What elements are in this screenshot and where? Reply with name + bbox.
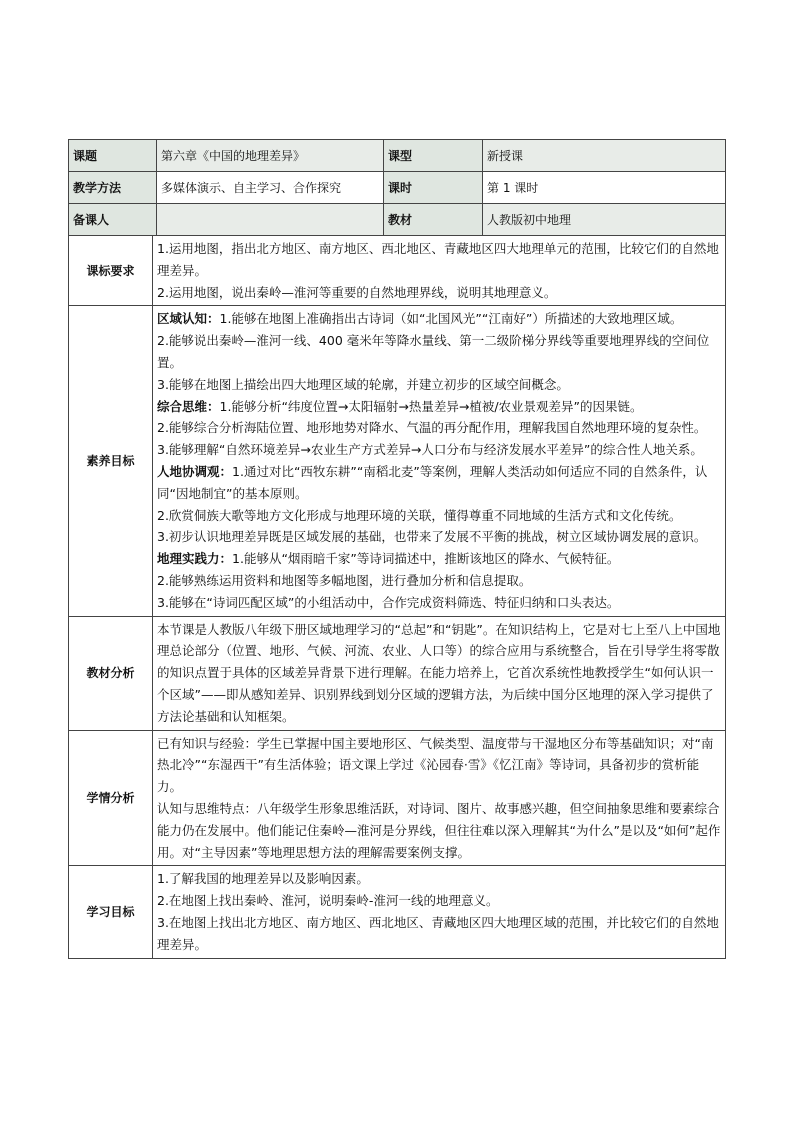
header-row-3: [69, 204, 726, 236]
value-period: 第 1 课时: [483, 172, 726, 204]
paragraph: 认知与思维特点：八年级学生形象思维活跃，对诗词、图片、故事感兴趣，但空间抽象思维和要素综合能力仍在发展中。他们能记住秦岭—淮河是分界线，但往往难以深入理解其“为什么”是以及“如何”起作用。对“主导因素”等地理思想方法的理解需要案例支撑。: [157, 800, 721, 860]
paragraph: 3.能够理解“自然环境差异→农业生产方式差异→人口分布与经济发展水平差异”的综合性人地关系。: [157, 442, 703, 458]
label-textbook: 教材: [384, 204, 483, 236]
value-preparer: [157, 204, 384, 236]
subheading: 综合思维：: [157, 398, 220, 414]
paragraph: 2.能够综合分析海陆位置、地形地势对降水、气温的再分配作用，理解我国自然地理环境的复杂性。: [157, 420, 707, 436]
section-curriculum: [69, 236, 726, 306]
subheading: 区域认知：: [157, 311, 220, 327]
header-table: [68, 139, 726, 236]
value-topic: 第六章《中国的地理差异》: [157, 140, 384, 172]
label-preparer: 备课人: [69, 204, 157, 236]
text: 1.能够在地图上准确指出古诗词（如“北国风光”“江南好”）所描述的大致地理区域。: [219, 311, 683, 327]
paragraph: 3.初步认识地理差异既是区域发展的基础，也带来了发展不平衡的挑战，树立区域协调发展的意识。: [157, 529, 707, 545]
label-topic: 课题: [69, 140, 157, 172]
paragraph: 已有知识与经验：学生已掌握中国主要地形区、气候类型、温度带与干湿地区分布等基础知识；对“南热北冷”“东湿西干”有生活体验；语文课上学过《沁园春·雪》《忆江南》等诗词，具备初步的赏析能力。: [157, 735, 714, 795]
section-content: [153, 866, 726, 958]
section-textbook-analysis: [69, 616, 726, 730]
paragraph: [157, 461, 721, 505]
section-learning-goals: [69, 866, 726, 958]
paragraph: 2.能够说出秦岭—淮河一线、400 毫米年等降水量线、第一二级阶梯分界线等重要地理界线的空间位置。: [157, 333, 710, 370]
header-row-1: [69, 140, 726, 172]
section-content: [153, 730, 726, 866]
section-label: 教材分析: [69, 616, 153, 730]
paragraph: 2.在地图上找出秦岭、淮河，说明秦岭-淮河一线的地理意义。: [157, 893, 499, 909]
section-literacy-goals: [69, 306, 726, 616]
value-textbook: 人教版初中地理: [483, 204, 726, 236]
paragraph: 3.能够在“诗词匹配区域”的小组活动中，合作完成资料筛选、特征归纳和口头表达。: [157, 594, 620, 610]
paragraph: 3.能够在地图上描绘出四大地理区域的轮廓，并建立初步的区域空间概念。: [157, 376, 569, 392]
paragraph: [157, 396, 721, 418]
text: 1.通过对比“西牧东耕”“南稻北麦”等案例，理解人类活动如何适应不同的自然条件，认同“因地制宜”的基本原则。: [157, 463, 708, 501]
section-content: [153, 306, 726, 616]
section-content: [153, 236, 726, 306]
label-lesson-type: 课型: [384, 140, 483, 172]
paragraph: 2.运用地图，说出秦岭—淮河等重要的自然地理界线，说明其地理意义。: [157, 284, 557, 300]
subheading: 人地协调观：: [157, 463, 233, 479]
section-label: 学情分析: [69, 730, 153, 866]
value-lesson-type: 新授课: [483, 140, 726, 172]
paragraph: [157, 548, 721, 570]
paragraph: 1.了解我国的地理差异以及影响因素。: [157, 871, 369, 887]
paragraph: [157, 308, 721, 330]
value-method: 多媒体演示、自主学习、合作探究: [157, 172, 384, 204]
text: 1.能够从“烟雨暗千家”等诗词描述中，推断该地区的降水、气候特征。: [232, 551, 620, 567]
section-student-analysis: [69, 730, 726, 866]
subheading: 地理实践力：: [157, 551, 233, 567]
paragraph: 2.能够熟练运用资料和地图等多幅地图，进行叠加分析和信息提取。: [157, 572, 532, 588]
paragraph: 1.运用地图，指出北方地区、南方地区、西北地区、青藏地区四大地理单元的范围，比较它们的自然地理差异。: [157, 241, 719, 278]
section-label: 课标要求: [69, 236, 153, 306]
paragraph: 本节课是人教版八年级下册区域地理学习的“总起”和“钥匙”。在知识结构上，它是对七上至八上中国地理总论部分（位置、地形、气候、河流、农业、人口等）的综合应用与系统整合，旨在引导学生将零散的知识点置于具体的区域差异背景下进行理解。在能力培养上，它首次系统性地教授学生“如何认识一个区域”——即从感知差异、识别界线到划分区域的逻辑方法，为后续中国分区地理的深入学习提供了方法论基础和认知框架。: [157, 621, 721, 724]
section-label: 学习目标: [69, 866, 153, 958]
text: 1.能够分析“纬度位置→太阳辐射→热量差异→植被/农业景观差异”的因果链。: [219, 398, 643, 414]
paragraph: 2.欣赏侗族大歌等地方文化形成与地理环境的关联，懂得尊重不同地域的生活方式和文化传统。: [157, 507, 682, 523]
content-table: [68, 235, 726, 959]
label-method: 教学方法: [69, 172, 157, 204]
section-label: 素养目标: [69, 306, 153, 616]
paragraph: 3.在地图上找出北方地区、南方地区、西北地区、青藏地区四大地理区域的范围，并比较它们的自然地理差异。: [157, 914, 719, 952]
header-row-2: [69, 172, 726, 204]
label-period: 课时: [384, 172, 483, 204]
section-content: [153, 616, 726, 730]
